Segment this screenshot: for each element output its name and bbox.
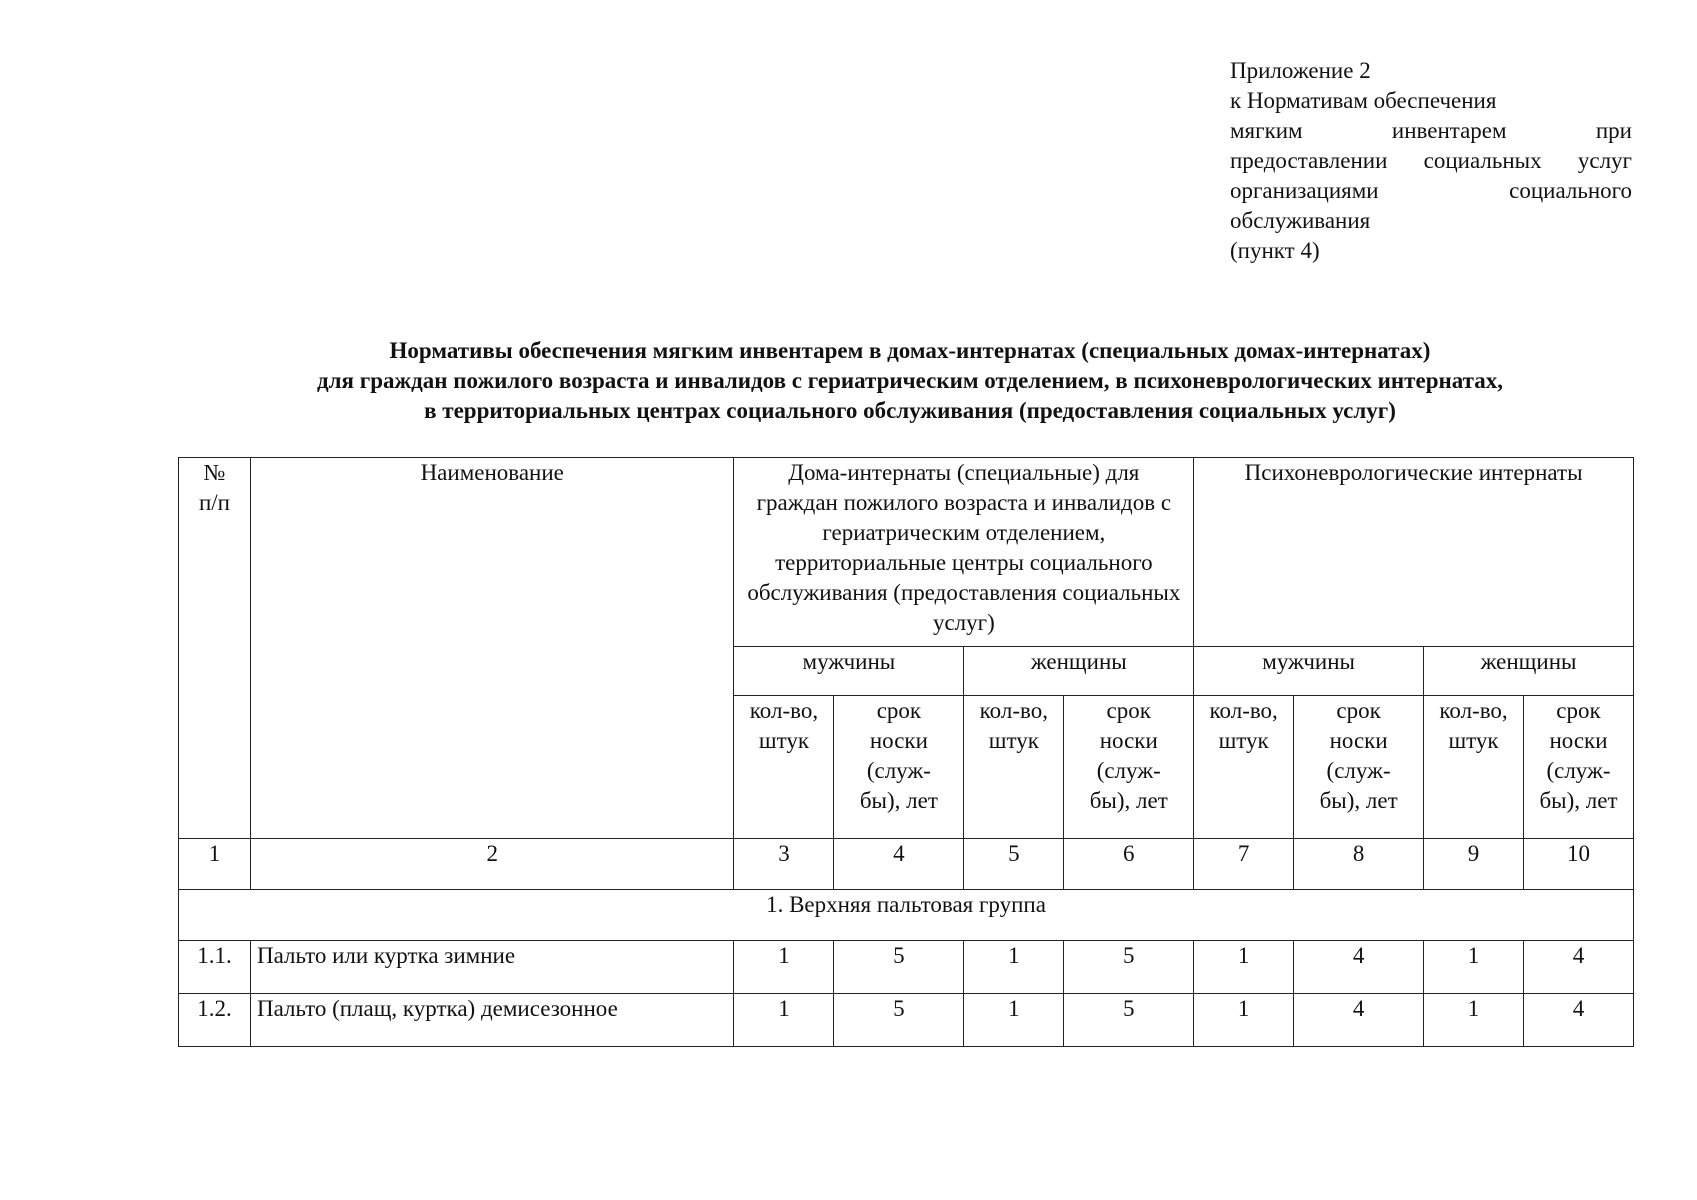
cell-value: 1 xyxy=(964,994,1064,1047)
column-number: 4 xyxy=(834,839,964,890)
annex-line: мягким инвентарем при xyxy=(1230,118,1632,143)
annex-number: Приложение 2 xyxy=(1230,58,1371,83)
header-term: срок носки (служ- бы), лет xyxy=(1294,696,1424,839)
cell-value: 1 xyxy=(734,941,834,994)
cell-value: 4 xyxy=(1524,994,1634,1047)
title-line: Нормативы обеспечения мягким инвентарем в домах-интернатах (специальных домах-интернатах) xyxy=(389,338,1431,363)
column-number: 6 xyxy=(1064,839,1194,890)
header-quantity: кол-во, штук xyxy=(964,696,1064,839)
column-number: 10 xyxy=(1524,839,1634,890)
cell-value: 1 xyxy=(1194,994,1294,1047)
annex-clause: (пункт 4) xyxy=(1230,238,1320,263)
header-women: женщины xyxy=(964,647,1194,696)
column-number: 5 xyxy=(964,839,1064,890)
annex-reference xyxy=(1230,56,1632,266)
annex-line: обслуживания xyxy=(1230,208,1371,233)
header-men: мужчины xyxy=(1194,647,1424,696)
table-row xyxy=(179,994,1634,1047)
cell-value: 1 xyxy=(1424,994,1524,1047)
cell-value: 5 xyxy=(1064,941,1194,994)
cell-value: 1 xyxy=(1194,941,1294,994)
cell-value: 1 xyxy=(734,994,834,1047)
row-name: Пальто или куртка зимние xyxy=(250,941,734,994)
header-group-psycho: Психоневрологические интернаты xyxy=(1194,458,1634,647)
cell-value: 5 xyxy=(834,941,964,994)
header-number: № п/п xyxy=(179,458,251,839)
column-number: 8 xyxy=(1294,839,1424,890)
title-line: для граждан пожилого возраста и инвалидов с гериатрическим отделением, в психоневрологических интернатах, xyxy=(317,368,1503,393)
table-row xyxy=(179,941,1634,994)
row-name: Пальто (плащ, куртка) демисезонное xyxy=(250,994,734,1047)
row-number: 1.1. xyxy=(179,941,251,994)
document-title xyxy=(180,336,1640,426)
section-row xyxy=(179,890,1634,941)
cell-value: 5 xyxy=(834,994,964,1047)
column-number: 1 xyxy=(179,839,251,890)
section-title: 1. Верхняя пальтовая группа xyxy=(179,890,1634,941)
header-quantity: кол-во, штук xyxy=(734,696,834,839)
annex-line: к Нормативам обеспечения xyxy=(1230,88,1497,113)
header-quantity: кол-во, штук xyxy=(1424,696,1524,839)
norms-table xyxy=(178,457,1634,1047)
header-term: срок носки (служ- бы), лет xyxy=(1064,696,1194,839)
cell-value: 1 xyxy=(1424,941,1524,994)
header-men: мужчины xyxy=(734,647,964,696)
column-number: 9 xyxy=(1424,839,1524,890)
cell-value: 4 xyxy=(1524,941,1634,994)
annex-line: предоставлении социальных услуг xyxy=(1230,148,1632,173)
cell-value: 4 xyxy=(1294,994,1424,1047)
cell-value: 4 xyxy=(1294,941,1424,994)
header-name: Наименование xyxy=(250,458,734,839)
column-number: 3 xyxy=(734,839,834,890)
column-number: 7 xyxy=(1194,839,1294,890)
header-term: срок носки (служ- бы), лет xyxy=(834,696,964,839)
cell-value: 1 xyxy=(964,941,1064,994)
column-number-row xyxy=(179,839,1634,890)
header-term: срок носки (служ- бы), лет xyxy=(1524,696,1634,839)
header-group-homes: Дома-интернаты (специальные) для граждан пожилого возраста и инвалидов с гериатрическим отделением, территориальные центры социального обслуживания (предоставления социальных услуг) xyxy=(734,458,1194,647)
header-women: женщины xyxy=(1424,647,1634,696)
title-line: в территориальных центрах социального обслуживания (предоставления социальных услуг) xyxy=(424,398,1396,423)
annex-line: организациями социального xyxy=(1230,178,1632,203)
row-number: 1.2. xyxy=(179,994,251,1047)
column-number: 2 xyxy=(250,839,734,890)
header-quantity: кол-во, штук xyxy=(1194,696,1294,839)
cell-value: 5 xyxy=(1064,994,1194,1047)
